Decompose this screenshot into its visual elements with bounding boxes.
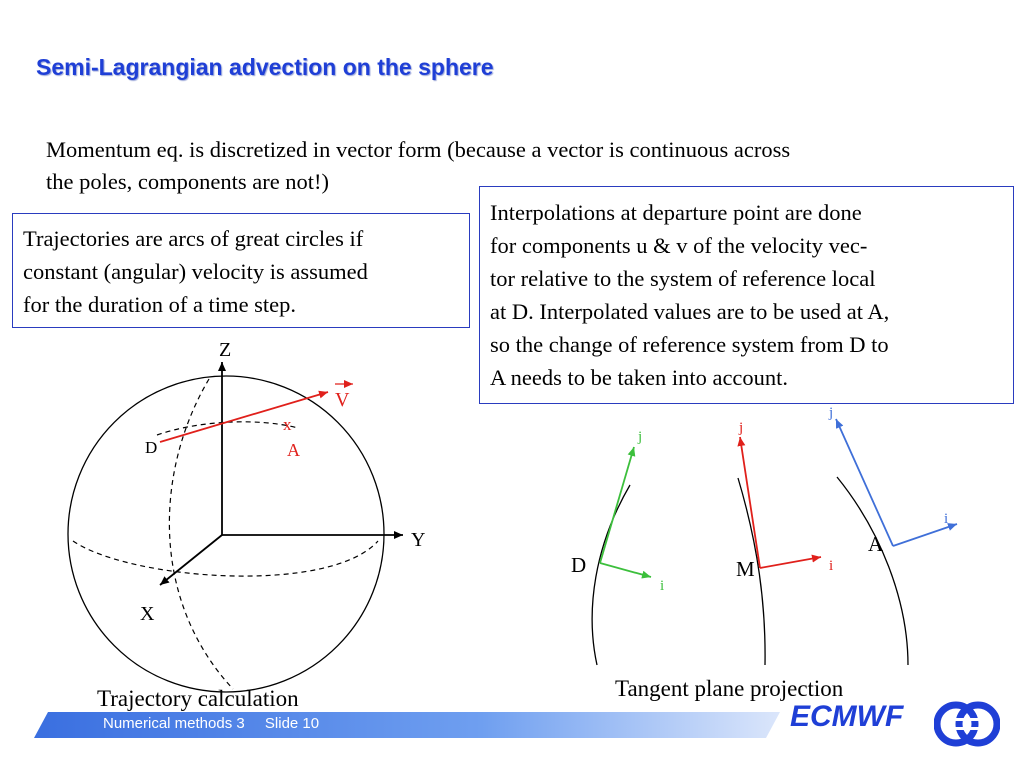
tangent-d-i-label: i (660, 578, 665, 594)
ecmwf-logo-icon (934, 700, 1000, 748)
meridian-dashed (169, 379, 233, 689)
interpolation-note-line-6: A needs to be taken into account. (490, 365, 789, 390)
a-i-arrow (893, 524, 957, 546)
arc-d (592, 485, 630, 665)
intro-line-2: the poles, components are not!) (46, 169, 330, 194)
footer-text (103, 715, 335, 732)
x-axis (160, 535, 222, 585)
tangent-caption: Tangent plane projection (615, 676, 844, 701)
equator-dashed (73, 541, 378, 576)
interpolation-note-line-2: for components u & v of the velocity vec- (490, 233, 868, 258)
tangent-m-i-label: i (829, 558, 834, 574)
interpolation-note-line-5: so the change of reference system from D to (490, 332, 889, 357)
point-a-label: A (287, 440, 300, 460)
velocity-vector (160, 392, 328, 442)
footer-course: Numerical methods 3 (103, 715, 245, 732)
vector-v-label: V (335, 389, 350, 411)
axis-z-label: Z (219, 339, 232, 361)
tangent-a-j-label: j (829, 405, 834, 421)
point-d-label: D (145, 438, 158, 457)
slide-title: Semi-Lagrangian advection on the sphere (36, 54, 494, 80)
sphere-caption: Trajectory calculation (97, 686, 299, 711)
trajectory-note-line-2: constant (angular) velocity is assumed (23, 259, 368, 284)
m-j-arrow (740, 437, 760, 568)
sphere-outline (68, 376, 384, 692)
interpolation-note-line-1: Interpolations at departure point are done (490, 200, 862, 225)
footer-slide-number: Slide 10 (264, 715, 320, 732)
tangent-a-i-label: i (944, 511, 949, 527)
tangent-d-label: D (571, 553, 587, 577)
a-j-arrow (836, 419, 893, 546)
arc-a (837, 477, 908, 665)
axis-y-label: Y (411, 529, 426, 551)
tangent-m-j-label: j (739, 420, 744, 436)
trajectory-note-line-3: for the duration of a time step. (23, 292, 297, 317)
tangent-diagram (571, 405, 957, 665)
tangent-d-j-label: j (638, 429, 643, 445)
intro-line-1: Momentum eq. is discretized in vector form (because a vector is continuous across (46, 137, 791, 162)
trajectory-note-line-1: Trajectories are arcs of great circles if (23, 226, 364, 251)
d-j-arrow (600, 447, 634, 563)
sphere-diagram (68, 339, 425, 692)
point-x-label: x (283, 415, 292, 434)
latitude-arc-dashed (157, 422, 298, 435)
d-i-arrow (600, 563, 651, 577)
ecmwf-logo (790, 700, 903, 734)
ecmwf-logo-text: ECMWF (790, 700, 904, 733)
axis-x-label: X (140, 603, 155, 625)
tangent-m-label: M (736, 557, 755, 581)
interpolation-note-line-3: tor relative to the system of reference local (490, 266, 876, 291)
m-i-arrow (760, 557, 821, 568)
interpolation-note-line-4: at D. Interpolated values are to be used at A, (490, 299, 890, 324)
tangent-a-label: A (868, 532, 884, 556)
